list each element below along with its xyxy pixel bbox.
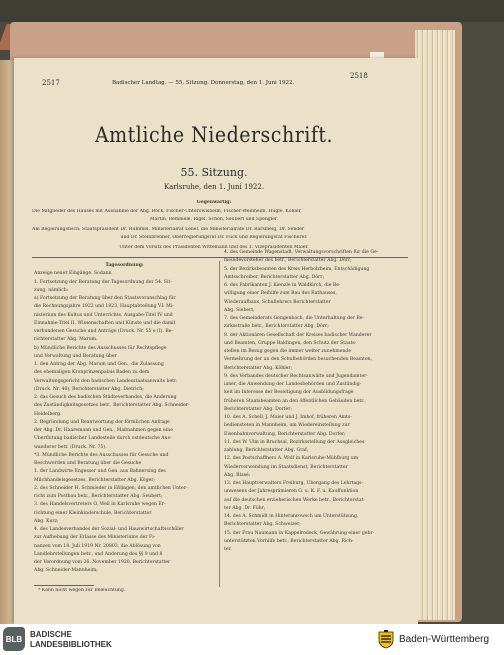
- agenda-line-right: zirksstraße betr., Berichterstatter Abg. Dörr;: [224, 324, 329, 330]
- present-heading: Gegenwärtig:: [196, 200, 232, 205]
- agenda-line-right: stellen im Bezug gegen die immer weiter zunehmende: [224, 349, 352, 354]
- agenda-line-right: zahlung, Berichterstatter Abg. Graf;: [224, 448, 309, 453]
- footnote: * Kann nicht wegen zur Beleuchtung.: [38, 588, 126, 593]
- agenda-line-left: 2. das Gesuch des badischen Städteverbandes, die Änderung: [34, 395, 177, 400]
- agenda-line-right: auf die deutschen erzieherischen Werke betr., Berichterstat-: [224, 497, 366, 503]
- agenda-line-left: Milchhandelsgesetzes, Berichterstatter Abg. Köger;: [34, 477, 155, 483]
- agenda-line-left: 2. des Schneider H. Schmieder in Eßlingen, den amtlichen Unter-: [34, 485, 188, 491]
- agenda-line-right: 7. des Gemeinderats Gengenbach, die Unterhaltung der Be-: [224, 316, 365, 321]
- agenda-line-left: 1. Fortsetzung der Beratung der Tagesordnung der 54. Sit-: [34, 279, 172, 285]
- page-number-right: 2518: [350, 72, 368, 80]
- present-line-2: Martin, Remmele, Rigel, Schön, Seubert und Spengler.: [149, 217, 279, 222]
- agenda-line-left: 2. Begründung und Beantwortung der förmlichen Anfrage: [34, 419, 170, 425]
- agenda-line-right: 13. des Hauptverwalters Freiburg, Übergang des Lehrtags-: [224, 481, 364, 486]
- agenda-line-right: 6. des Fabrikanten J. Kienzle in Waldkirch, die Be-: [224, 283, 341, 288]
- agenda-line-left: die Rechnungsjahre 1922 und 1923, Hauptabteilung VI: Mi-: [34, 304, 174, 310]
- agenda-line-left: nisterium des Kultus und Unterrichts, Ausgabe-Titel IV und: [34, 312, 173, 318]
- library-name: [30, 630, 112, 650]
- agenda-line-left: Abg. Schneider-Mannheim;: [34, 568, 98, 574]
- session-heading: 55. Sitzung.: [180, 166, 248, 179]
- agenda-line-right: keit im Interesse der Beseitigung der Ausbildungsfrage: [224, 390, 354, 396]
- agenda-line-left: des ehemaligen Kronprinzenpalais Baden zu dem: [34, 370, 150, 376]
- library-name-line-1: BADISCHE: [30, 630, 72, 639]
- agenda-line-left: 4. des Landesverbandes der Sozial- und Hauswirtschaftsschüler: [34, 527, 184, 532]
- library-name-line-2: LANDESBIBLIOTHEK: [30, 640, 112, 649]
- agenda-line-right: 5. der Bezirksbeamten des Kreis Herbolzheim, Entschädigung: [224, 266, 370, 272]
- agenda-line-left: 1. der Landwirte Engesser und Gen. aus Bahnersing des: [34, 469, 166, 475]
- agenda-line-left: Verwaltungsgericht den badischen Landesstaatsanwalts betr.: [34, 378, 178, 384]
- agenda-line-left: Tagesordnung:: [105, 263, 144, 268]
- agenda-line-left: nanzen vom 18. Juli 1919 Nr. 20803, die Ablösung von: [34, 543, 161, 549]
- agenda-line-left: richterstatter Abg. Marum.: [34, 337, 98, 343]
- agenda-line-left: 1. den Antrag der Abg. Marum und Gen., die Zulassung: [34, 362, 164, 367]
- agenda-line-left: Anzeige neuer Eingänge. Sodann: [34, 271, 112, 277]
- state-name: Baden-Württemberg: [399, 634, 490, 645]
- agenda-line-right: Wiederverwendung im Staatsdienst, Berichterstatter: [224, 464, 348, 470]
- agenda-line-left: 3. des Handelsvertreters O. Weil in Karlsruhe wegen Er-: [34, 502, 166, 508]
- agenda-line-right: Berichterstatter Abg. Dorfer;: [224, 406, 292, 412]
- agenda-line-left: richtung einer Kleinkinderschule, Berichterstatter: [34, 510, 152, 516]
- agenda-line-right: Eisenbahnverwaltung, Berichterstatter Abg. Dorfer;: [224, 431, 346, 437]
- agenda-line-right: und Beamten, Gruppe Baldingen, den Schutz der Staats-: [224, 340, 357, 346]
- agenda-line-right: ianer, die Anwendung der Landesbehörden und Zuständig-: [224, 382, 362, 387]
- document-page: [14, 58, 418, 624]
- agenda-line-left: Beschwerden und Beratung über die Gesuche: [34, 461, 142, 466]
- book-cover-top: [0, 0, 504, 22]
- agenda-column-left: [34, 262, 215, 576]
- agenda-line-left: (Druck. Nr. 40), Berichterstatter Abg. Dietrich;: [34, 386, 144, 392]
- agenda-line-right: ter.: [224, 547, 232, 552]
- agenda-line-left: Heidelberg.: [34, 411, 62, 417]
- agenda-line-left: Landlehrstellungen betr., und Änderung des §§ 9 und 8: [34, 551, 163, 557]
- agenda-line-left: Einnahme-Titel II, Wissenschaften und Künste und die damit: [34, 320, 176, 326]
- page-edges: [415, 30, 455, 620]
- agenda-line-right: 15. der Frau Naumann in Kappelrodeck, Gewährung einer gebr-: [224, 530, 375, 536]
- running-header: Badischer Landtag. — 55. Sitzung. Donnerstag, den 1. Juni 1922.: [112, 80, 295, 86]
- agenda-line-left: der Abg. Dr. Haaremann und Gen., Maßnahmen gegen eine: [34, 428, 173, 433]
- agenda-line-left: Überflutung badischer Landesteile durch ostdeutsche Aus-: [34, 436, 172, 442]
- agenda-line-right: 14. des A. Schmidt in Hinteranrowsch um Unterstützung,: [224, 514, 359, 519]
- agenda-line-right: Berichterstatter Abg. Schweizer;: [224, 522, 301, 528]
- page-number-left: 2517: [42, 79, 60, 87]
- agenda-line-right: Abg. Blasé;: [224, 472, 251, 478]
- library-footer: [0, 624, 504, 655]
- agenda-line-right: 12. des Postschaffners A. Wolf in Karlsruhe-Mühlburg um: [224, 456, 359, 462]
- footnote-rule: [34, 585, 94, 586]
- agenda-line-left: des Zuständigkeitsgesetzes betr., Berichterstatter Abg. Schneider-: [34, 403, 190, 409]
- agenda-line-left: zur Aufhebung der Erlasse des Ministeriums der Fi-: [34, 535, 156, 541]
- agenda-line-left: verbundenen Gesuche und Anträge (Druck. Nr. 55 e (I). Be-: [34, 329, 174, 334]
- agenda-line-right: 8. der Aktionären Gesellschaft der Kreises badischer Wanderer: [224, 332, 372, 338]
- agenda-line-left: richt zum Postbau betr., Berichterstatter Abg. Seubert;: [34, 494, 163, 499]
- agenda-line-right: willigung einer Beihilfe zum Bau des Rathauses,: [224, 291, 337, 297]
- agenda-line-right: 9. des Verbandes deutscher Rechtsanwälte und Jugendamter-: [224, 373, 368, 379]
- agenda-line-right: Vermehrung der an den Schulbehörden besuchenden Beamten,: [224, 357, 373, 363]
- present-line-3: Am Regierungstisch: Staatspräsident Dr. Hummel, Ministerialrat Lenel, die Ministerialräte Dr. Barsmeig, Dr. Sender: [32, 227, 305, 232]
- agenda-line-right: 10. des A. Schell, J. Maier und J. Imhof, früheren Amts-: [224, 415, 352, 420]
- agenda-line-left: zung, nämlich:: [34, 287, 69, 293]
- agenda-column-right: [224, 249, 404, 554]
- agenda-line-left: der Verordnung vom 26. November 1920, Berichterstatter: [34, 560, 171, 565]
- agenda-line-left: und Verwaltung und Beratung über: [34, 353, 117, 359]
- agenda-line-left: wanderer betr. (Druck. Nr. 75).: [34, 444, 107, 450]
- agenda-line-right: 11. des W. Ulm in Bruchsal, Bezirksstellung der Ausgleiches-: [224, 439, 366, 445]
- agenda-line-right: Berichterstatter Abg. Köhler;: [224, 365, 293, 371]
- column-divider: [219, 261, 220, 587]
- agenda-line-left: a) Fortsetzung der Beratung über den Staatsvoranschlag für: [34, 296, 176, 301]
- present-line-4: und Dr. Steinbrenner, Oberregierungsrat Dr. Fuck und Regierungsrat Fischerer.: [120, 235, 308, 240]
- agenda-line-right: Wiederaufbaus, Schullehrers Berichterstatter: [224, 299, 331, 305]
- agenda-line-right: bediensteten in Mannheim, um Wiedereinstellung zur: [224, 423, 350, 429]
- agenda-line-left: *3. Mündliche Berichte des Ausschusses für Gesuche und: [34, 452, 169, 458]
- agenda-line-right: unwesens der Jahresprämieren G. u. K. F. u. Kauffunktion: [224, 489, 359, 495]
- agenda-line-left: b) Mündliche Berichte des Ausschusses für Rechtspflege: [34, 345, 167, 351]
- agenda-line-right: ter Abg. Dr. Führ;: [224, 505, 266, 511]
- date-line: Karlsruhe, den 1. Juni 1922.: [163, 183, 265, 191]
- agenda-line-right: früheren Staatsbeamten an den öffentlichen Gebäuden betr.,: [224, 398, 366, 404]
- agenda-line-right: Amtsschreiber, Berichterstatter Abg. Dörr;: [224, 274, 324, 280]
- present-line-5: Unter dem Vorsitz des Präsidenten Wittemann und des 1. Vizepräsidenten Maier.: [119, 245, 309, 250]
- blb-logo-icon: BLB: [3, 627, 25, 651]
- agenda-line-left: Abg. Kurz;: [34, 518, 59, 524]
- present-line-1: Die Mitglieder des Hauses mit Ausnahme der Abg. Bock, Fischer-Unteröwisheim, Fischer-Weinheim, Hügle, Köhler,: [32, 209, 302, 214]
- document-title: Amtliche Niederschrift.: [94, 122, 334, 148]
- agenda-line-right: meindevorsteher des betr., Berichterstatter Abg. Dörr;: [224, 258, 352, 264]
- state-coat-of-arms-icon: [378, 630, 394, 649]
- agenda-line-right: Abg. Siebert;: [224, 307, 255, 313]
- agenda-line-right: unterstützten Vorhilfe betr., Berichterstatter Abg. Rich-: [224, 538, 354, 544]
- agenda-line-right: 4. des Gemeinde Wagenstadt, Verwaltungsvorschriften für die Ge-: [224, 250, 379, 255]
